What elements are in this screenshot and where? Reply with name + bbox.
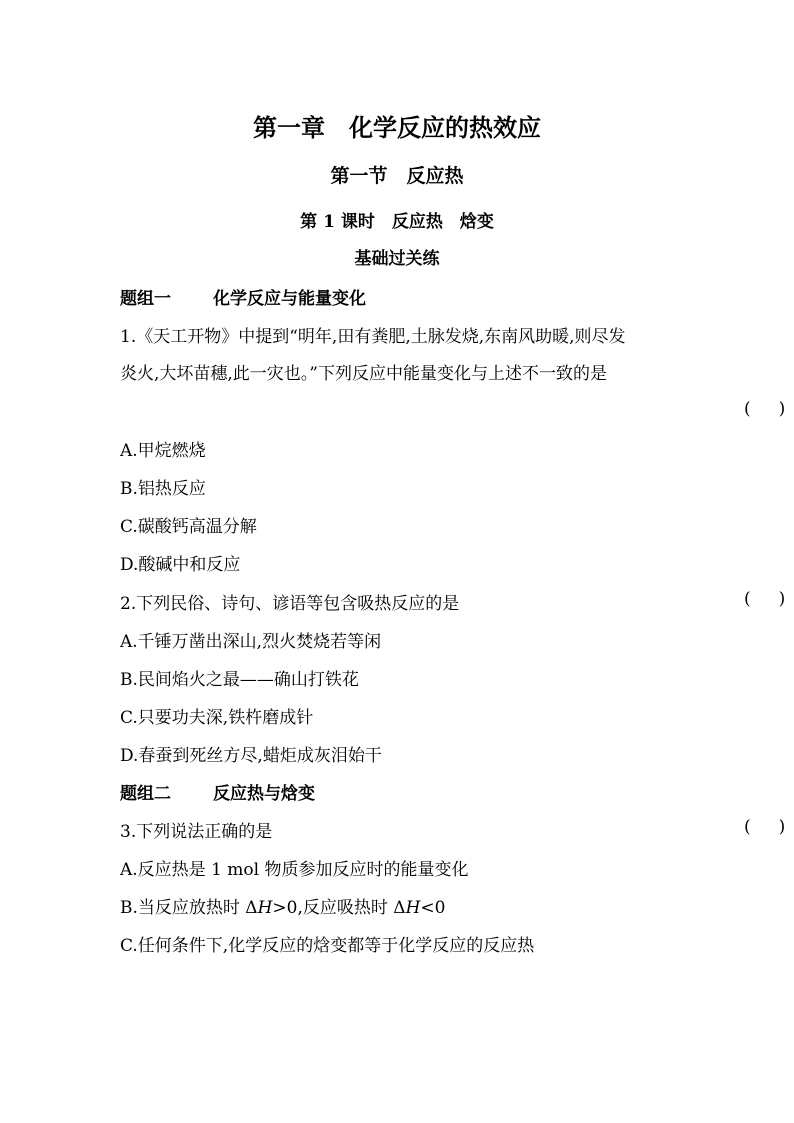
question-1-stem-line-1: 1.《天工开物》中提到“明年,田有粪肥,土脉发烧,东南风助暖,则尽发 bbox=[120, 327, 626, 347]
option-b-pre: B.当反应放热时 Δ bbox=[120, 898, 258, 918]
question-2-option-a: A.千锤万凿出深山,烈火焚烧若等闲 bbox=[120, 632, 382, 652]
enthalpy-symbol: H bbox=[257, 898, 273, 918]
lesson-title: 第 1 课时 反应热 焓变 bbox=[300, 212, 494, 232]
group-title: 反应热与焓变 bbox=[213, 784, 315, 804]
question-2-option-d: D.春蚕到死丝方尽,蜡炬成灰泪始干 bbox=[120, 746, 382, 766]
group-label: 题组二 bbox=[120, 784, 171, 804]
section-title: 第一节 反应热 bbox=[330, 165, 464, 187]
group-heading-1 bbox=[120, 284, 674, 309]
paren-close: ) bbox=[778, 589, 786, 609]
question-1-option-a: A.甲烷燃烧 bbox=[120, 441, 206, 461]
question-2-option-c: C.只要功夫深,铁杵磨成针 bbox=[120, 708, 314, 728]
question-3-text: 3.下列说法正确的是 bbox=[120, 822, 273, 842]
question-3-stem bbox=[120, 817, 786, 842]
option-b-mid: >0,反应吸热时 Δ bbox=[272, 898, 406, 918]
question-3-option-c: C.任何条件下,化学反应的焓变都等于化学反应的反应热 bbox=[120, 936, 535, 956]
question-1-option-b: B.铝热反应 bbox=[120, 479, 206, 499]
paren-open: ( bbox=[744, 399, 751, 419]
question-3-option-b bbox=[120, 893, 674, 918]
paren-open: ( bbox=[744, 589, 751, 609]
exercise-title: 基础过关练 bbox=[354, 249, 440, 269]
question-2-stem bbox=[120, 589, 786, 614]
question-1-stem-line-2: 炎火,大坏苗穗,此一灾也。”下列反应中能量变化与上述不一致的是 bbox=[120, 364, 607, 384]
group-title: 化学反应与能量变化 bbox=[213, 289, 366, 309]
question-1-option-d: D.酸碱中和反应 bbox=[120, 555, 241, 575]
group-heading-2 bbox=[120, 779, 674, 804]
question-2-option-b: B.民间焰火之最——确山打铁花 bbox=[120, 670, 359, 690]
paren-open: ( bbox=[744, 817, 751, 837]
paren-close: ) bbox=[778, 817, 786, 837]
group-label: 题组一 bbox=[120, 289, 171, 309]
chapter-title: 第一章 化学反应的热效应 bbox=[253, 113, 541, 142]
paren-close: ) bbox=[778, 399, 786, 419]
enthalpy-symbol: H bbox=[405, 898, 421, 918]
option-b-post: <0 bbox=[420, 898, 446, 918]
question-2-text: 2.下列民俗、诗句、谚语等包含吸热反应的是 bbox=[120, 594, 460, 614]
question-1-option-c: C.碳酸钙高温分解 bbox=[120, 517, 257, 537]
question-3-option-a: A.反应热是 1 mol 物质参加反应时的能量变化 bbox=[120, 860, 469, 880]
